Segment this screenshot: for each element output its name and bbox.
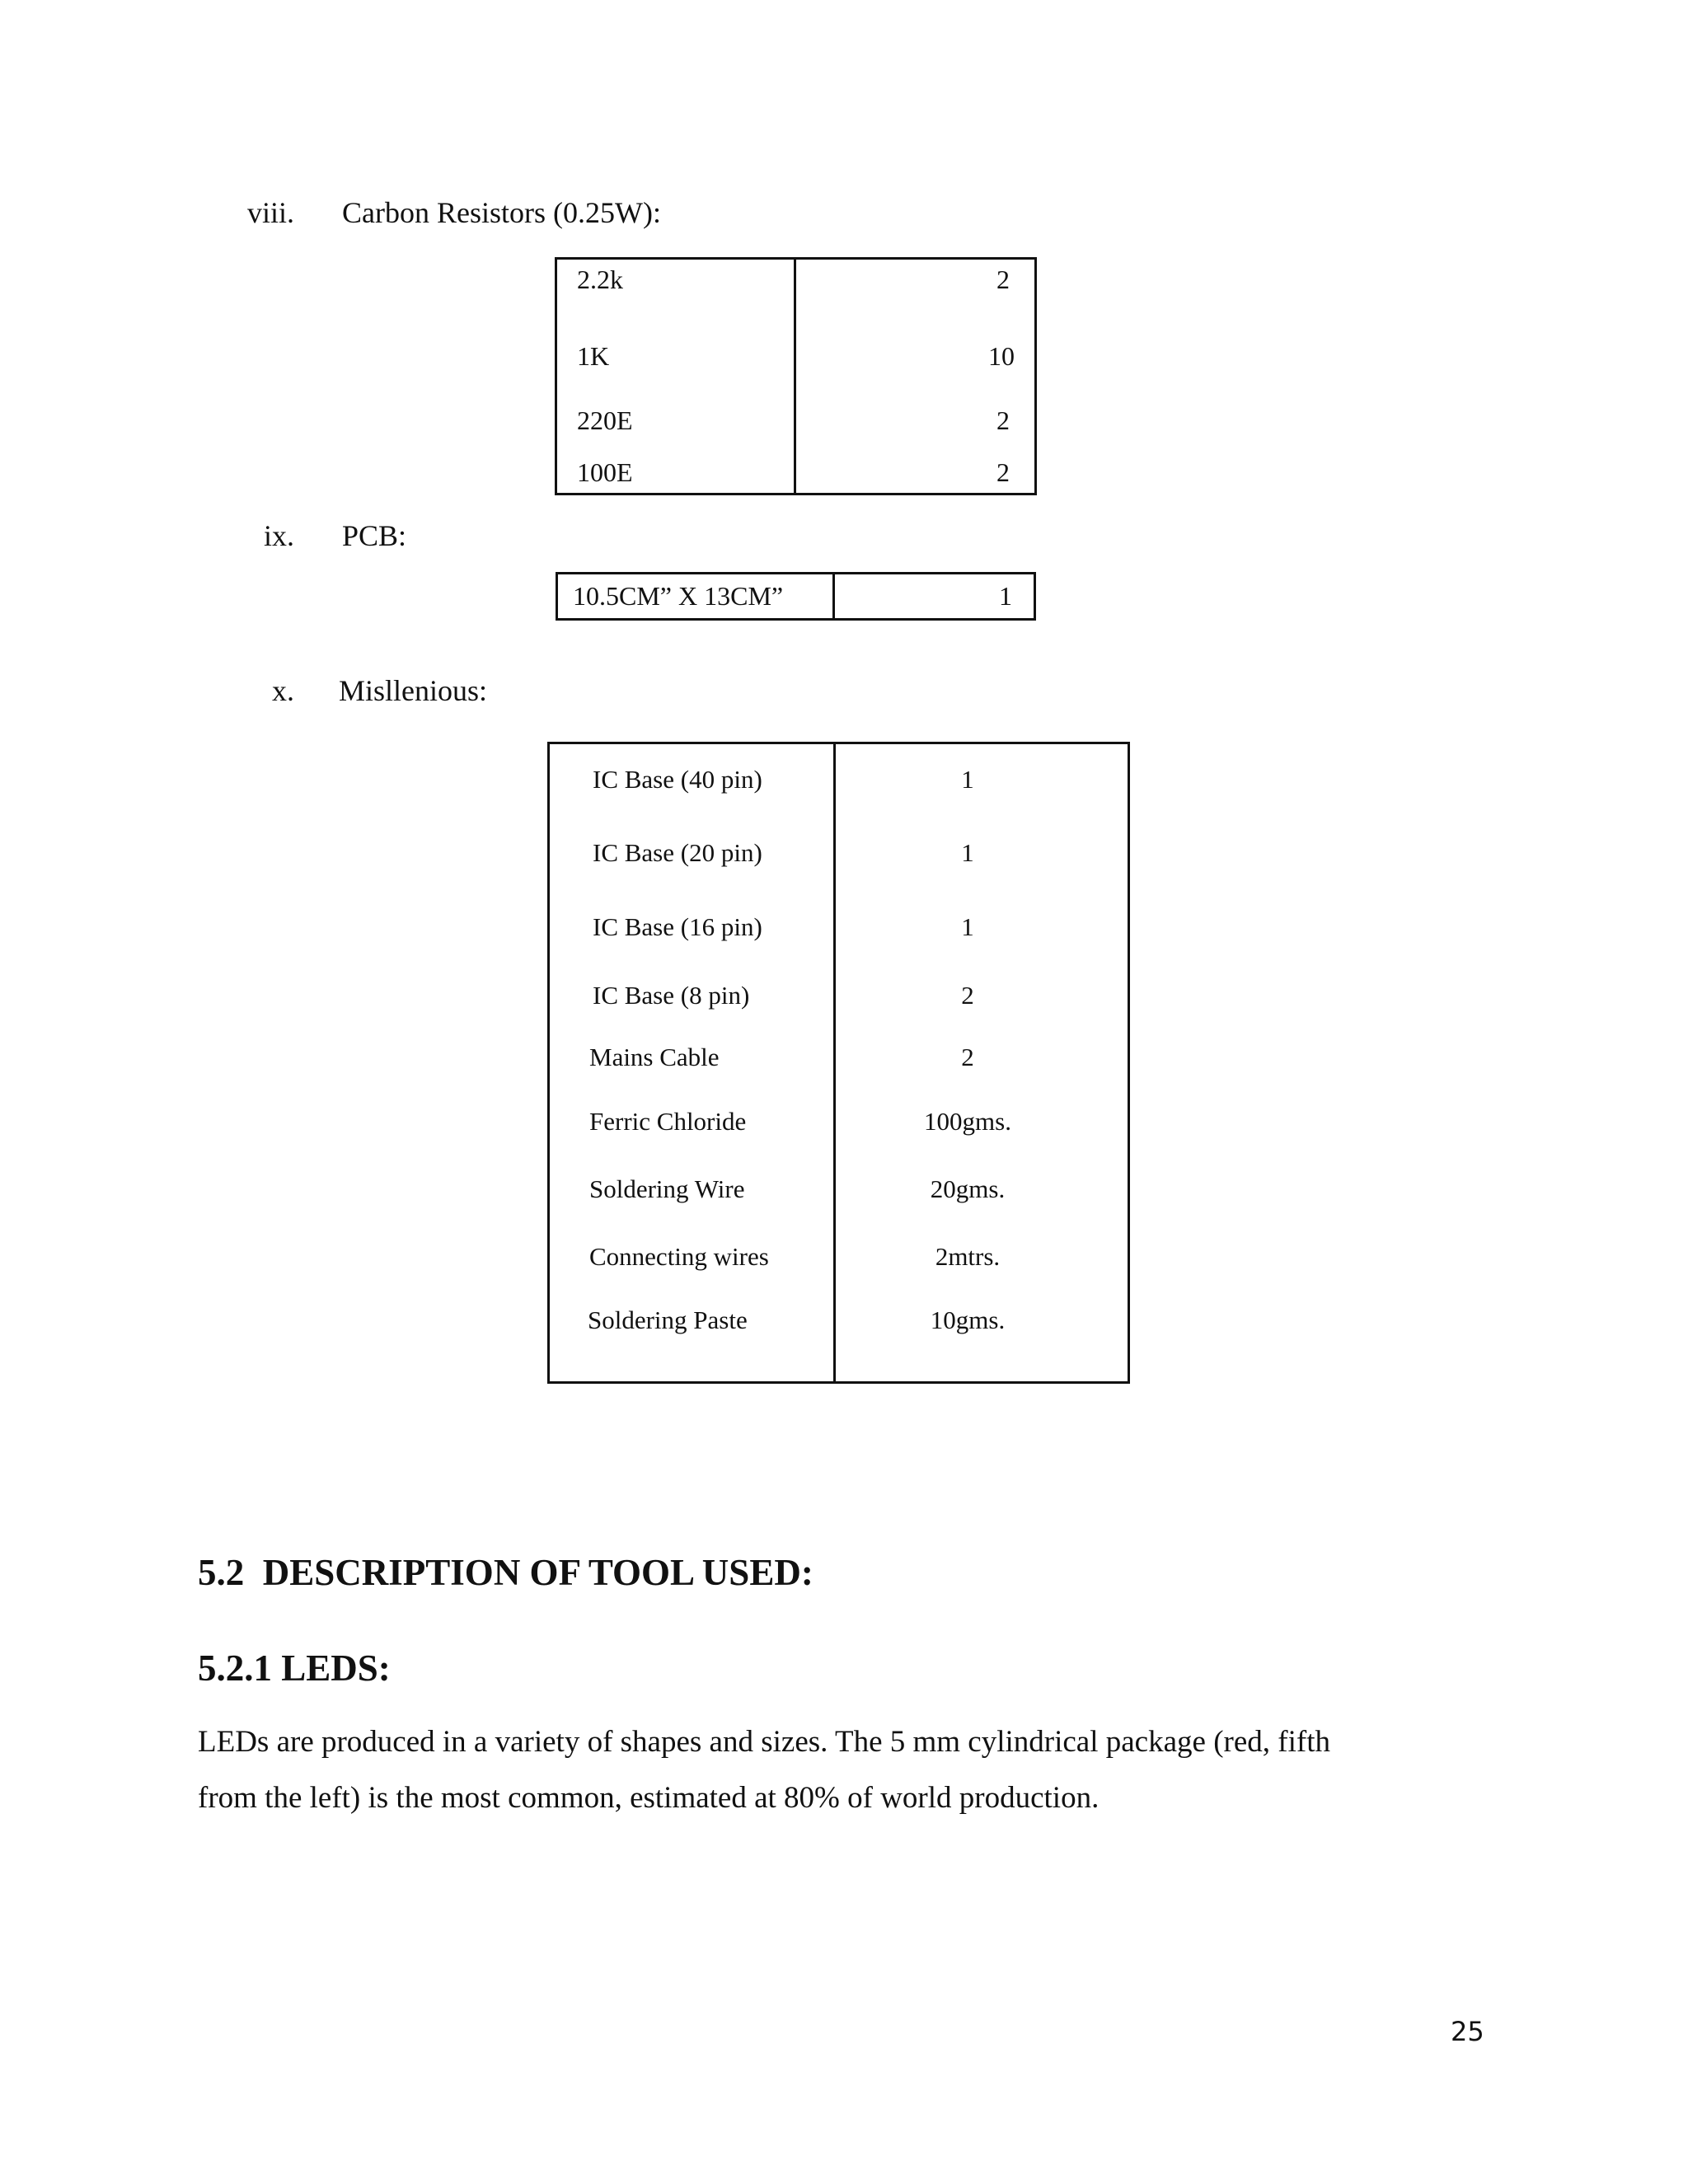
table-row <box>549 1155 1129 1223</box>
pcb-table <box>556 572 1036 621</box>
table-row <box>556 259 1036 325</box>
item-quantity: 1 <box>961 837 974 867</box>
table-row <box>549 890 1129 964</box>
body-paragraph-line-1: LEDs are produced in a variety of shapes and sizes. The 5 mm cylindrical package (red, fifth <box>198 1725 1330 1759</box>
item-quantity: 10gms. <box>930 1305 1006 1334</box>
item-name: Soldering Wire <box>549 1155 835 1223</box>
item-name: 10.5CM” X 13CM” <box>557 574 834 620</box>
table-row <box>556 389 1036 453</box>
item-quantity: 1 <box>961 912 974 941</box>
item-quantity: 10 <box>988 341 1015 371</box>
misc-heading: Misllenious: <box>339 674 488 707</box>
table-row <box>549 964 1129 1027</box>
item-name: 100E <box>556 453 795 494</box>
item-quantity: 100gms. <box>924 1106 1011 1136</box>
item-quantity: 2 <box>996 405 1010 435</box>
misc-table <box>547 742 1130 1384</box>
subsection-heading: 5.2.1 LEDS: <box>198 1647 391 1689</box>
table-row <box>549 1027 1129 1088</box>
item-name: 1K <box>556 325 795 389</box>
item-name: IC Base (40 pin) <box>549 743 835 816</box>
item-quantity: 2 <box>996 265 1010 294</box>
item-name: 2.2k <box>556 259 795 325</box>
item-name: IC Base (20 pin) <box>549 816 835 890</box>
item-name: 220E <box>556 389 795 453</box>
resistors-heading: Carbon Resistors (0.25W): <box>342 196 661 229</box>
table-row <box>557 574 1035 620</box>
item-name: Connecting wires <box>549 1223 835 1291</box>
table-row <box>549 1291 1129 1383</box>
item-quantity: 1 <box>961 765 974 794</box>
item-quantity: 2 <box>996 457 1010 488</box>
table-row <box>556 453 1036 494</box>
item-quantity: 1 <box>999 581 1012 611</box>
pcb-heading: PCB: <box>342 519 407 552</box>
resistors-table <box>555 257 1037 495</box>
list-numeral-viii: viii. <box>247 196 295 229</box>
page-number: 25 <box>1451 2016 1484 2047</box>
table-row <box>556 325 1036 389</box>
item-name: IC Base (16 pin) <box>549 890 835 964</box>
table-row <box>549 743 1129 816</box>
item-name: Mains Cable <box>549 1027 835 1088</box>
item-name: Soldering Paste <box>549 1291 835 1383</box>
item-quantity: 20gms. <box>930 1174 1006 1203</box>
item-name: IC Base (8 pin) <box>549 964 835 1027</box>
table-row <box>549 816 1129 890</box>
section-heading: 5.2 DESCRIPTION OF TOOL USED: <box>198 1552 814 1593</box>
table-row <box>549 1223 1129 1291</box>
list-numeral-ix: ix. <box>264 519 295 552</box>
table-row <box>549 1088 1129 1155</box>
item-name: Ferric Chloride <box>549 1088 835 1155</box>
body-paragraph-line-2: from the left) is the most common, estimated at 80% of world production. <box>198 1781 1100 1815</box>
list-numeral-x: x. <box>272 674 294 707</box>
item-quantity: 2 <box>961 980 974 1010</box>
item-quantity: 2mtrs. <box>935 1241 1001 1271</box>
item-quantity: 2 <box>961 1042 974 1071</box>
